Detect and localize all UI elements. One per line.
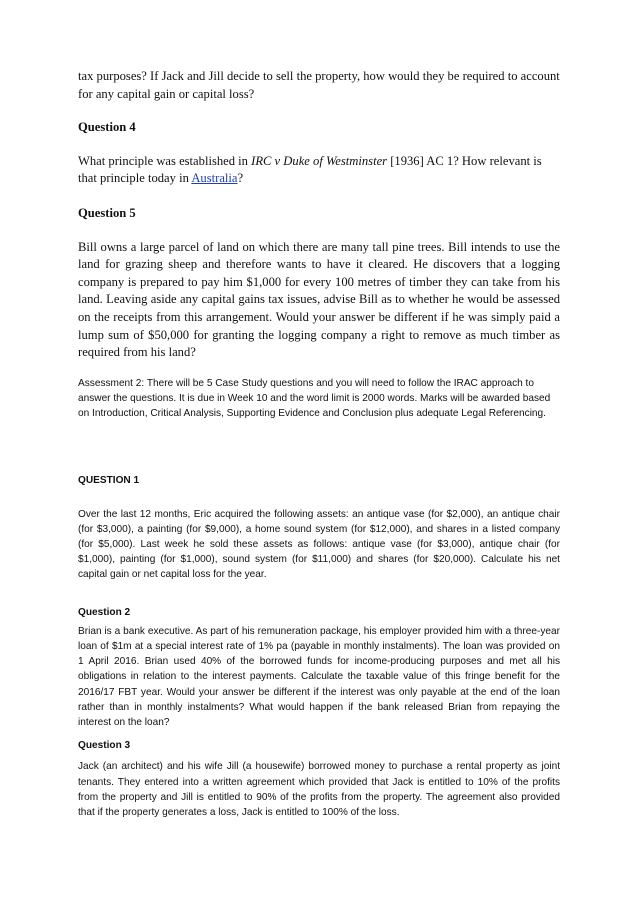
question-4-paragraph	[78, 153, 560, 188]
q4-text-c: ?	[237, 171, 244, 186]
q4-text-b: [1936] AC 1? How relevant is that principle today in	[78, 153, 542, 186]
question-1-paragraph: Over the last 12 months, Eric acquired the following assets: an antique vase (for $2,000), an antique chair (for $3,000), a painting (for $9,000), a home sound system (for $12,000), and shares in a listed company (for $5,000). Last week he sold these assets as follows: antique vase (for $3,000), antique chair (for $1,000), painting (for $1,000), sound system (for $11,000) and shares (for $20,000). Calculate his net capital gain or net capital loss for the year.	[78, 508, 560, 581]
assessment-note: Assessment 2: There will be 5 Case Study questions and you will need to follow the IRAC approach to answer the questions. It is due in Week 10 and the word limit is 2000 words. Marks will be awarded based on Introduction, Critical Analysis, Supporting Evidence and Conclusion plus adequate Legal Referencing.	[78, 377, 551, 420]
q4-text-a: What principle was established in	[78, 153, 252, 168]
question-3-heading: Question 3	[78, 740, 131, 752]
question-1-heading: QUESTION 1	[78, 475, 140, 487]
question-2-paragraph: Brian is a bank executive. As part of his remuneration package, his employer provided him with a three-year loan of $1m at a special interest rate of 1% pa (payable in monthly instalments). The loan was provided on 1 April 2016. Brian used 40% of the borrowed funds for income-producing purposes and met all his obligations in relation to the interest payments. Calculate the taxable value of this fringe benefit for the 2016/17 FBT year. Would your answer be different if the interest was only payable at the end of the loan rather than in monthly instalments? What would happen if the bank released Brian from repaying the interest on the loan?	[78, 625, 560, 728]
case-citation: IRC v Duke of Westminster	[251, 153, 388, 168]
question-5-paragraph: Bill owns a large parcel of land on which there are many tall pine trees. Bill intends to use the land for grazing sheep and therefore wants to have it cleared. He discovers that a logging company is prepared to pay him $1,000 for every 100 metres of timber they can take from his land. Leaving aside any capital gains tax issues, advise Bill as to whether he would be assessed on the receipts from this arrangement. Would your answer be different if he was simply paid a lump sum of $50,000 for granting the logging company a right to remove as much timber as required from his land?	[78, 239, 560, 360]
question-4-heading: Question 4	[78, 120, 136, 135]
question-5-heading: Question 5	[78, 205, 136, 220]
question-2-heading: Question 2	[78, 606, 131, 618]
australia-link[interactable]: Australia	[191, 171, 238, 186]
question-3-paragraph: Jack (an architect) and his wife Jill (a housewife) borrowed money to purchase a rental property as joint tenants. They entered into a written agreement which provided that Jack is entitled to 10% of the profits from the property and Jill is entitled to 90% of the profits from the property. The agreement also provided that if the property generates a loss, Jack is entitled to 100% of the loss.	[78, 761, 560, 818]
intro-paragraph: tax purposes? If Jack and Jill decide to sell the property, how would they be required to account for any capital gain or capital loss?	[78, 69, 560, 101]
